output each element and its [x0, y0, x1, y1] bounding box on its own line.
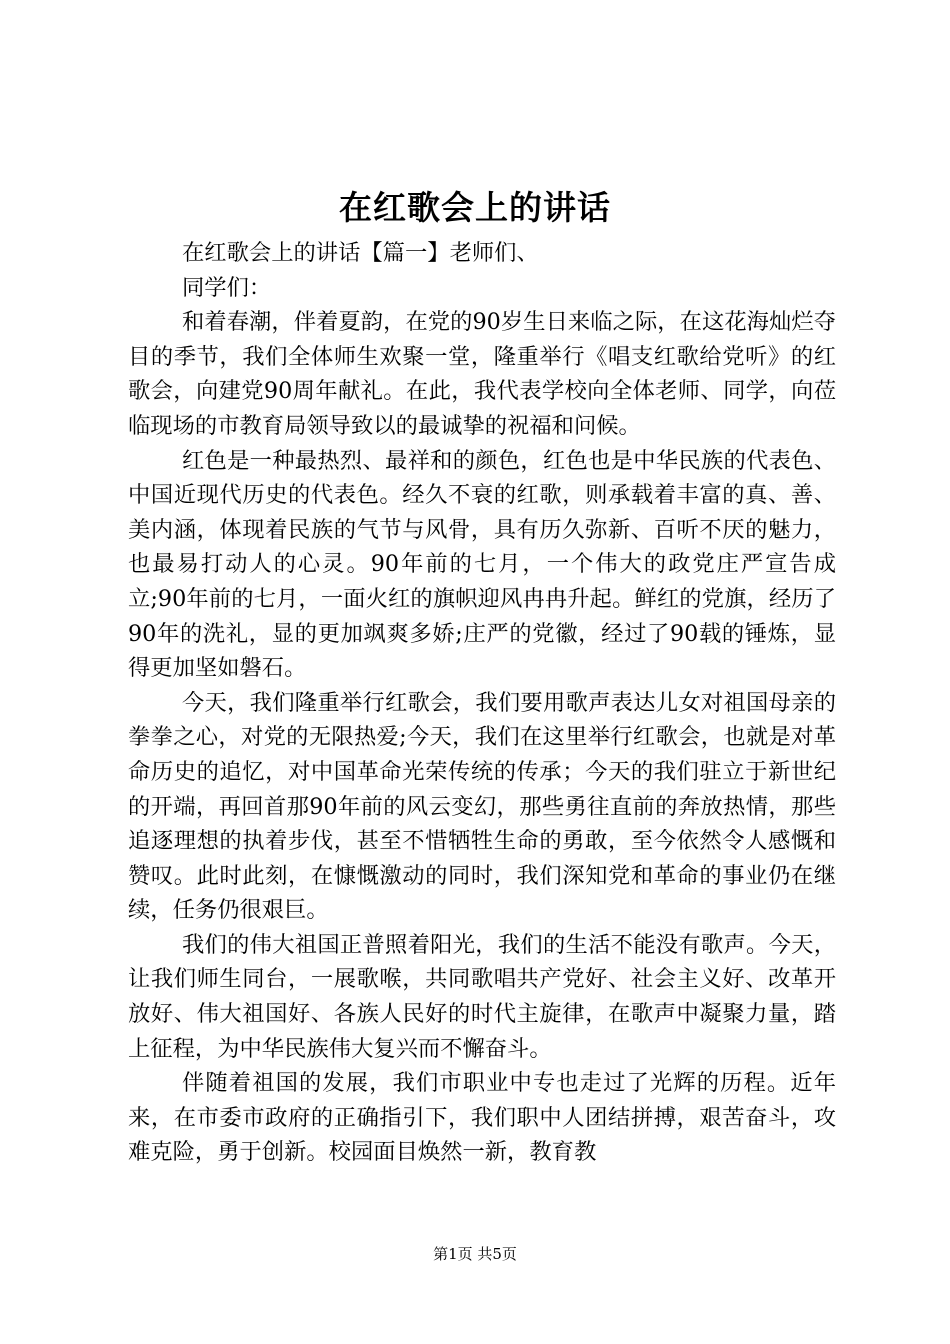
paragraph-motherland: 我们的伟大祖国正普照着阳光，我们的生活不能没有歌声。今天，让我们师生同台，一展歌喉，共同歌唱共产党好、社会主义好、改革开放好、伟大祖国好、各族人民好的时代主旋律，在歌声中凝聚力量，踏上征程，为中华民族伟大复兴而不懈奋斗。	[128, 931, 836, 1062]
paragraph-school-development: 伴随着祖国的发展，我们市职业中专也走过了光辉的历程。近年来，在市委市政府的正确指引下，我们职中人团结拼搏，艰苦奋斗，攻难克险，勇于创新。校园面目焕然一新，教育教	[128, 1070, 836, 1166]
paragraph-red-color: 红色是一种最热烈、最祥和的颜色，红色也是中华民族的代表色、中国近现代历史的代表色。经久不衰的红歌，则承载着丰富的真、善、美内涵，体现着民族的气节与风骨，具有历久弥新、百听不厌的魅力，也最易打动人的心灵。90年前的七月，一个伟大的政党庄严宣告成立;90年前的七月，一面火红的旗帜迎风冉冉升起。鲜红的党旗，经历了90年的洗礼，显的更加飒爽多娇;庄严的党徽，经过了90载的锤炼，显得更加坚如磐石。	[128, 447, 836, 682]
paragraph-today: 今天，我们隆重举行红歌会，我们要用歌声表达儿女对祖国母亲的拳拳之心，对党的无限热爱;今天，我们在这里举行红歌会，也就是对革命历史的追忆，对中国革命光荣传统的传承；今天的我们驻立于新世纪的开端，再回首那90年前的风云变幻，那些勇往直前的奔放热情，那些追逐理想的执着步伐，甚至不惜牺牲生命的勇敢，至今依然令人感慨和赞叹。此时此刻，在慷慨激动的同时，我们深知党和革命的事业仍在继续，任务仍很艰巨。	[128, 689, 836, 924]
paragraph-salutation: 同学们：	[182, 274, 272, 301]
paragraph-heading-line: 在红歌会上的讲话【篇一】老师们、	[182, 240, 539, 266]
document-body	[128, 236, 836, 1170]
paragraph-opening: 和着春潮，伴着夏韵，在党的90岁生日来临之际，在这花海灿烂夺目的季节，我们全体师生欢聚一堂，隆重举行《唱支红歌给党听》的红歌会，向建党90周年献礼。在此，我代表学校向全体老师、同学，向莅临现场的市教育局领导致以的最诚挚的祝福和问候。	[128, 309, 836, 439]
document-title: 在红歌会上的讲话	[339, 188, 611, 227]
page-footer: 第1页 共5页	[433, 1245, 517, 1263]
